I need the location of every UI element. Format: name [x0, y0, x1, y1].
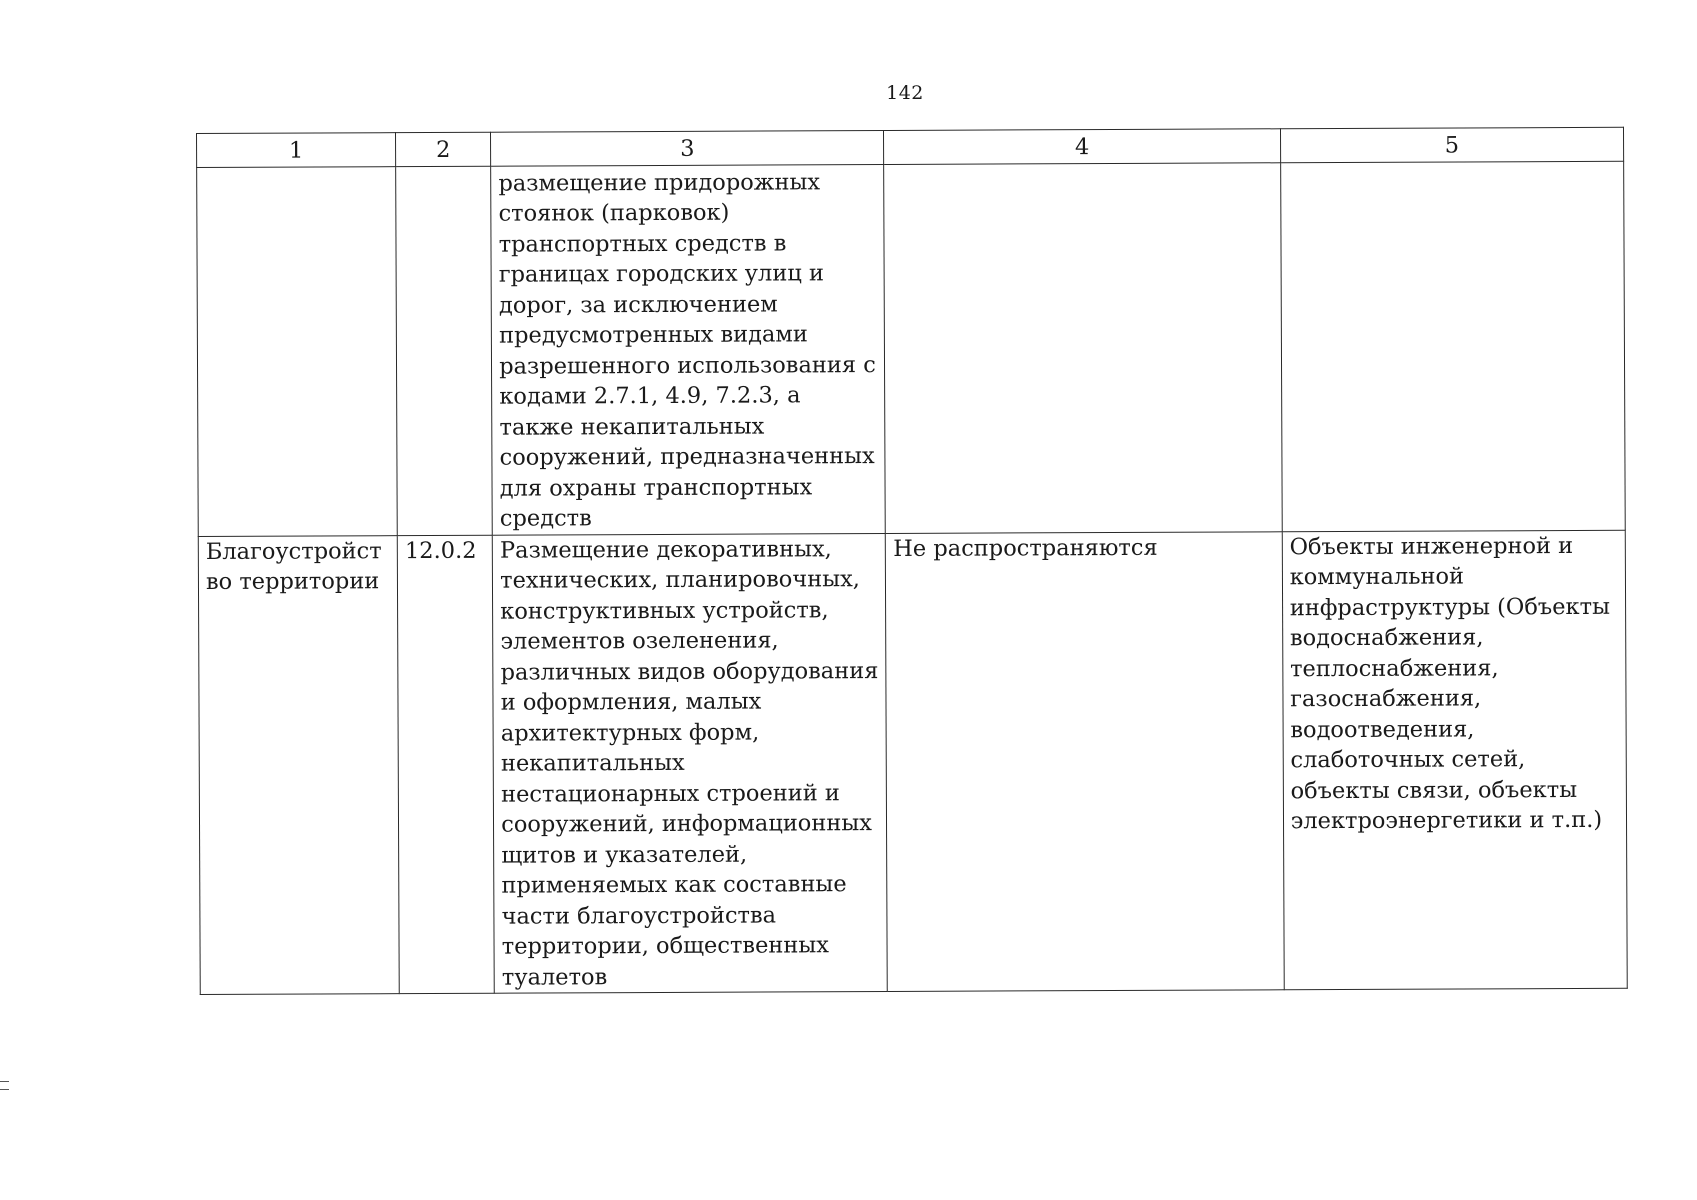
header-col-5: 5 — [1280, 127, 1623, 162]
page-number: 142 — [886, 82, 924, 104]
header-col-2: 2 — [396, 132, 491, 166]
scan-margin-mark — [0, 1081, 9, 1090]
regulation-table — [196, 127, 1628, 995]
header-col-3: 3 — [491, 130, 884, 165]
cell-code — [396, 166, 493, 535]
cell-parameters — [886, 531, 1284, 991]
cell-name — [197, 166, 398, 536]
description-text: Размещение декоративных, технических, планировочных, конструктивных устройств, элементов озеленения, различных видов оборудования и оформления, малых архитектурных форм, некапитальных нестационарных строений и сооружений, информационных щитов и указателей, применяемых как составные части благоустройства территории, общественных туалетов — [499, 535, 879, 991]
parameters-text: Не распространяются — [893, 534, 1158, 562]
land-use-code: 12.0.2 — [404, 537, 477, 564]
header-col-1: 1 — [197, 133, 396, 167]
cell-parameters — [884, 162, 1282, 533]
header-col-4: 4 — [884, 129, 1280, 164]
cell-auxiliary — [1282, 530, 1627, 990]
description-text: размещение придорожных стоянок (парковок) транспортных средств в границах городских улиц и дорог, за исключением предусмотренных видами разрешенного использования с кодами 2.7.1, 4.9, 7.2.3, а также некапитальных сооружений, предназначенных для охраны транспортных средств — [498, 168, 876, 532]
land-use-name: Благоустройство территории — [205, 537, 382, 595]
cell-description — [491, 164, 886, 535]
cell-name — [198, 535, 399, 994]
table-row-continuation — [197, 161, 1626, 536]
auxiliary-text: Объекты инженерной и коммунальной инфраструктуры (Объекты водоснабжения, теплоснабжения, газоснабжения, водоотведения, слаботочных сетей, объекты связи, объекты электроэнергетики и т.п.) — [1289, 532, 1611, 835]
table-row — [198, 530, 1627, 995]
cell-description — [492, 533, 887, 993]
cell-code — [397, 535, 494, 994]
cell-auxiliary — [1280, 161, 1625, 531]
